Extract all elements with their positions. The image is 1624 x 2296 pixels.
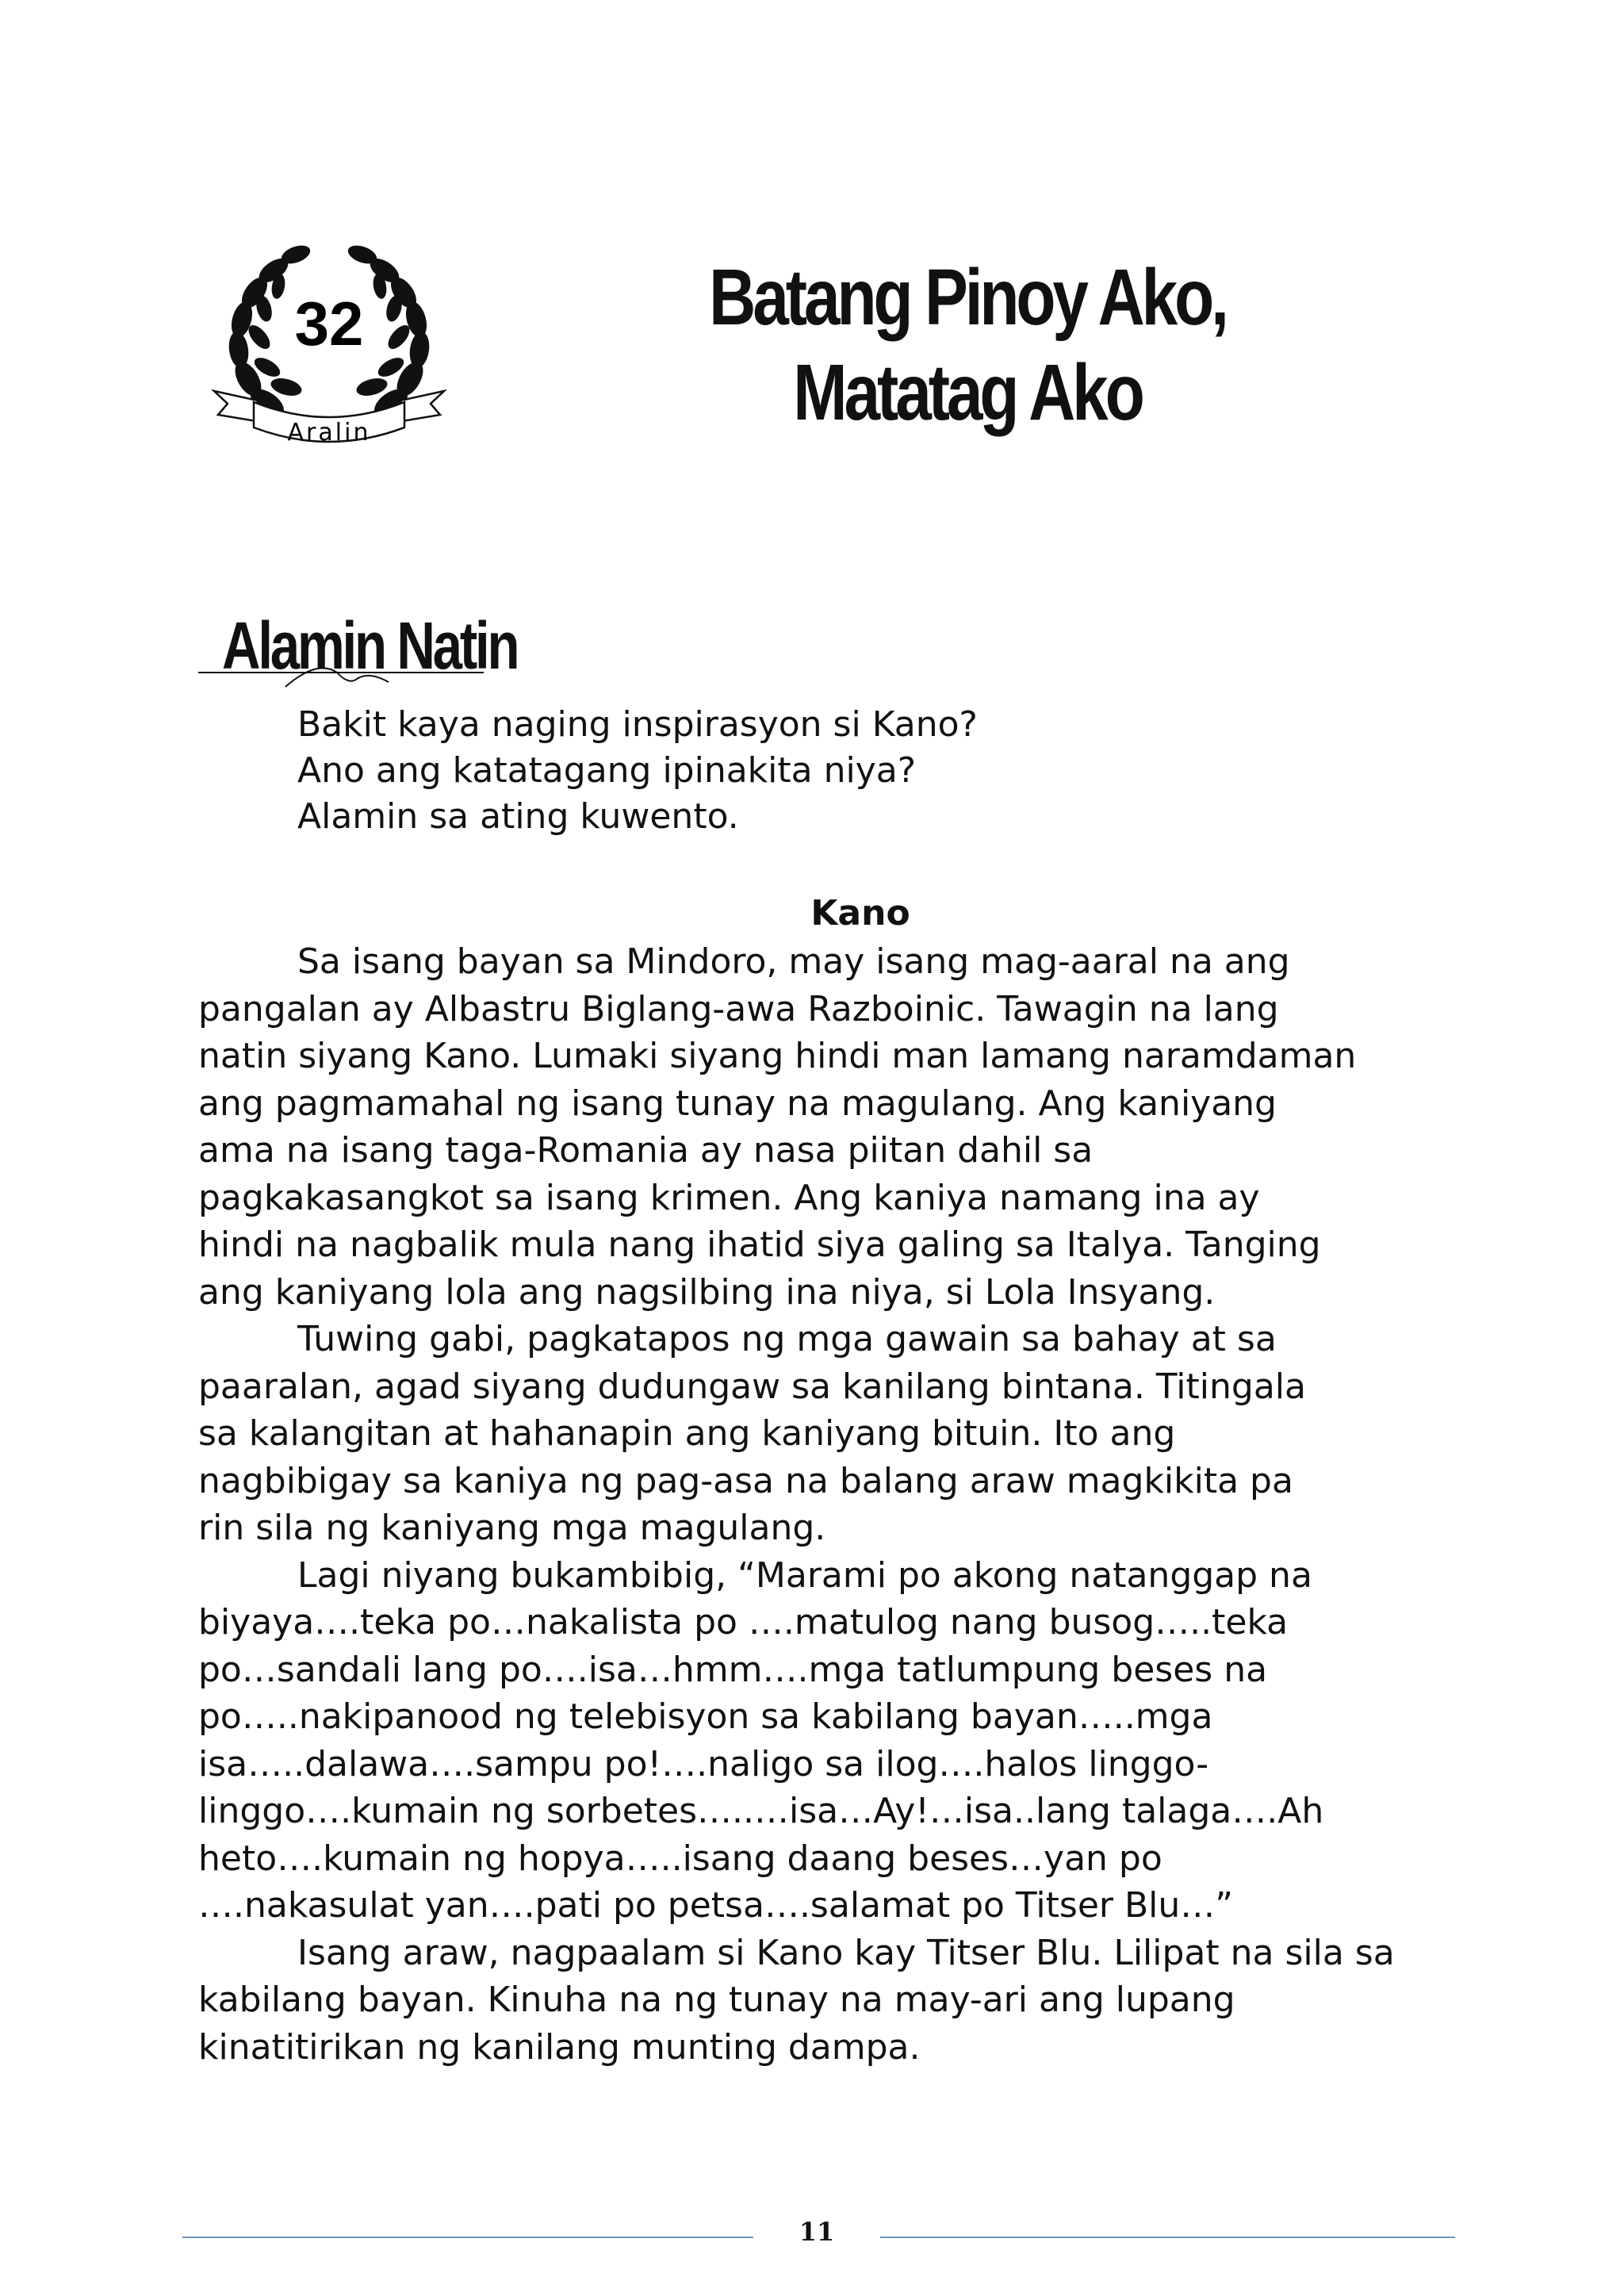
intro-line: Alamin sa ating kuwento. <box>297 796 739 837</box>
story-line: Isang araw, nagpaalam si Kano kay Titser Blu. Lilipat na sila sa <box>297 1932 1395 1973</box>
story-line: ang kaniyang lola ang nagsilbing ina niya, si Lola Insyang. <box>198 1271 1216 1313</box>
story-line: rin sila ng kaniyang mga magulang. <box>198 1508 826 1548</box>
story-line: ….nakasulat yan….pati po petsa….salamat po Titser Blu…” <box>198 1885 1234 1926</box>
story-line: heto….kumain ng hopya…..isang daang beses…yan po <box>198 1838 1162 1879</box>
lesson-label: Aralin <box>287 419 371 447</box>
story-line: Sa isang bayan sa Mindoro, may isang mag-aaral na ang <box>297 941 1290 982</box>
story-line: kabilang bayan. Kinuha na ng tunay na may-ari ang lupang <box>198 1980 1235 2020</box>
story-title: Kano <box>810 893 910 933</box>
story-line: po…..nakipanood ng telebisyon sa kabilang bayan…..mga <box>198 1696 1213 1737</box>
section-heading <box>198 608 518 695</box>
story-line: Lagi niyang bukambibig, “Marami po akong natanggap na <box>297 1554 1312 1596</box>
story-line: natin siyang Kano. Lumaki siyang hindi man lamang naramdaman <box>198 1036 1357 1076</box>
story-line: po…sandali lang po….isa…hmm….mga tatlumpung beses na <box>198 1649 1268 1690</box>
intro-questions <box>297 702 978 840</box>
story-line: paaralan, agad siyang dudungaw sa kanilang bintana. Titingala <box>198 1366 1306 1407</box>
story-line: ang pagmamahal ng isang tunay na magulang. Ang kaniyang <box>198 1083 1277 1124</box>
story-line: hindi na nagbalik mula nang ihatid siya galing sa Italya. Tanging <box>198 1225 1321 1265</box>
story-line: Tuwing gabi, pagkatapos ng mga gawain sa bahay at sa <box>297 1319 1277 1359</box>
intro-line: Bakit kaya naging inspirasyon si Kano? <box>297 704 978 745</box>
heading-underline-icon <box>198 655 484 695</box>
lesson-title-line: Matatag Ako <box>793 348 1142 437</box>
story-line: pangalan ay Albastru Biglang-awa Razboinic. Tawagin na lang <box>198 988 1279 1029</box>
lesson-title <box>707 250 1228 440</box>
section-heading-text: Alamin Natin <box>222 608 518 683</box>
story-line: linggo….kumain ng sorbetes…..…isa…Ay!…isa..lang talaga….Ah <box>198 1791 1324 1831</box>
story-line: sa kalangitan at hahanapin ang kaniyang bituin. Ito ang <box>198 1413 1176 1454</box>
lesson-badge <box>210 224 448 454</box>
footer-rule-right <box>880 2237 1455 2238</box>
lesson-number: 32 <box>294 289 364 358</box>
laurel-wreath-icon <box>210 224 448 454</box>
page-number: 11 <box>799 2217 835 2247</box>
lesson-title-line: Batang Pinoy Ako, <box>709 253 1226 342</box>
story-line: biyaya….teka po…nakalista po ….matulog nang busog…..teka <box>198 1602 1289 1642</box>
story-line: isa…..dalawa….sampu po!….naligo sa ilog….halos linggo- <box>198 1743 1209 1784</box>
story-line: pagkakasangkot sa isang krimen. Ang kaniya namang ina ay <box>198 1177 1260 1218</box>
story-line: ama na isang taga-Romania ay nasa piitan dahil sa <box>198 1130 1094 1171</box>
footer-rule-left <box>182 2237 753 2238</box>
intro-line: Ano ang katatagang ipinakita niya? <box>297 750 917 791</box>
story-line: kinatitirikan ng kanilang munting dampa. <box>198 2026 921 2068</box>
story-body <box>198 938 1451 2071</box>
story-line: nagbibigay sa kaniya ng pag-asa na balang araw magkikita pa <box>198 1460 1293 1501</box>
